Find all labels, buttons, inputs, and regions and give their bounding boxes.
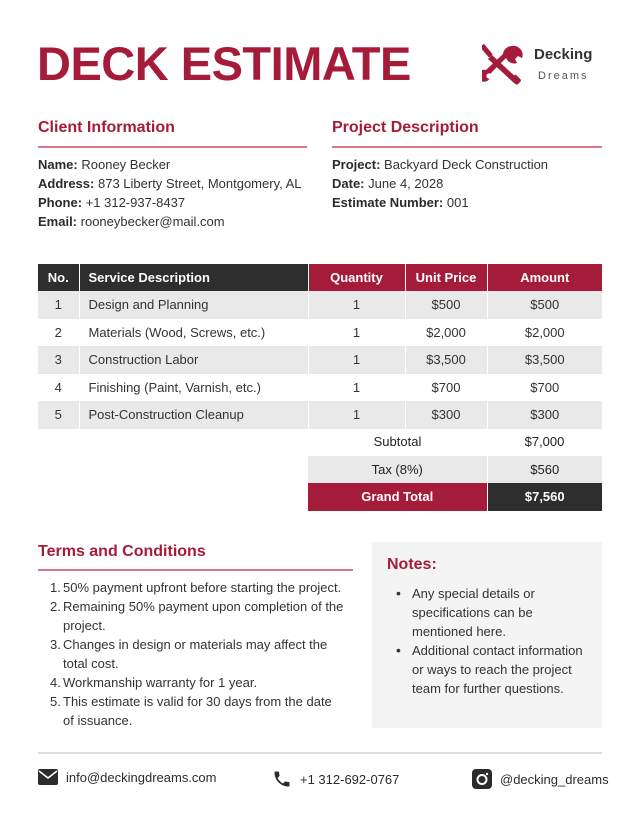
cell-description: Post-Construction Cleanup [79, 401, 308, 429]
envelope-icon [38, 769, 58, 785]
cell-amount: $2,000 [487, 319, 602, 347]
tax-label: Tax (8%) [308, 456, 487, 484]
table-row [38, 319, 602, 347]
notes-heading: Notes: [387, 556, 437, 573]
estimate-number-row [332, 193, 607, 212]
subtotal-label: Subtotal [373, 434, 422, 450]
totals-table [308, 428, 602, 511]
cell-amount: $3,500 [487, 346, 602, 374]
terms-item-number: 2. [50, 599, 61, 614]
notes-item [396, 584, 596, 641]
cell-description: Construction Labor [79, 346, 308, 374]
terms-item-number: 3. [50, 637, 61, 652]
table-row [38, 401, 602, 429]
client-phone-label: Phone: [38, 195, 83, 210]
grand-total-label: Grand Total [308, 483, 487, 511]
project-description-divider [332, 146, 602, 148]
cell-unit-price: $700 [405, 374, 487, 402]
terms-divider [38, 569, 353, 571]
phone-icon [272, 769, 292, 789]
client-name-value: Rooney Becker [81, 157, 171, 172]
cell-unit-price: $3,500 [405, 346, 487, 374]
terms-item-text: This estimate is valid for 30 days from the date of issuance. [63, 694, 332, 728]
table-row [38, 346, 602, 374]
terms-item [50, 692, 345, 730]
tools-wrench-screwdriver-icon [482, 43, 526, 85]
cell-quantity: 1 [308, 319, 405, 347]
client-email-label: Email: [38, 214, 78, 229]
logo-brand-name: Decking [534, 46, 593, 63]
bullet-icon: • [396, 642, 401, 658]
col-header-quantity: Quantity [308, 264, 405, 291]
notes-item-text: Any special details or specifications can be mentioned here. [412, 586, 535, 639]
footer-phone[interactable] [272, 769, 399, 789]
terms-item-text: 50% payment upfront before starting the project. [63, 580, 342, 595]
cell-no: 4 [38, 374, 79, 402]
project-name-value: Backyard Deck Construction [384, 157, 549, 172]
instagram-icon [472, 769, 492, 789]
cell-quantity: 1 [308, 291, 405, 319]
notes-panel [372, 542, 602, 728]
grand-total-value: $7,560 [487, 483, 602, 511]
client-info-heading: Client Information [38, 119, 175, 136]
tax-value: $560 [487, 456, 602, 484]
cell-amount: $700 [487, 374, 602, 402]
subtotal-value: $7,000 [524, 434, 565, 450]
cell-description: Finishing (Paint, Varnish, etc.) [79, 374, 308, 402]
client-address-row [38, 174, 318, 193]
terms-heading: Terms and Conditions [38, 543, 206, 560]
subtotal-row [308, 428, 602, 456]
client-email-row [38, 212, 318, 231]
client-name-label: Name: [38, 157, 78, 172]
cell-no: 3 [38, 346, 79, 374]
cell-no: 5 [38, 401, 79, 429]
terms-item-text: Workmanship warranty for 1 year. [63, 675, 258, 690]
footer-email[interactable] [38, 769, 216, 785]
client-info-divider [38, 146, 307, 148]
client-address-label: Address: [38, 176, 95, 191]
line-items-table [38, 264, 602, 429]
terms-item [50, 578, 345, 597]
client-name-row [38, 155, 318, 174]
terms-item [50, 597, 345, 635]
terms-item [50, 673, 345, 692]
project-date-label: Date: [332, 176, 365, 191]
table-row [38, 291, 602, 319]
estimate-number-label: Estimate Number: [332, 195, 444, 210]
project-date-value: June 4, 2028 [368, 176, 444, 191]
cell-quantity: 1 [308, 346, 405, 374]
terms-item-number: 4. [50, 675, 61, 690]
table-row [38, 374, 602, 402]
client-email-value: rooneybecker@mail.com [80, 214, 225, 229]
grand-total-row [308, 483, 602, 511]
terms-item-text: Remaining 50% payment upon completion of the project. [63, 599, 344, 633]
tax-row [308, 456, 602, 484]
col-header-no: No. [38, 264, 79, 291]
client-phone-value: +1 312-937-8437 [85, 195, 186, 210]
project-date-row [332, 174, 607, 193]
cell-amount: $500 [487, 291, 602, 319]
document-title: DECK ESTIMATE [37, 37, 411, 90]
logo-subtitle: Dreams [538, 70, 589, 82]
project-info-block [332, 155, 607, 212]
client-info-block [38, 155, 318, 231]
terms-item-number: 5. [50, 694, 61, 709]
company-logo [482, 43, 607, 87]
cell-unit-price: $300 [405, 401, 487, 429]
cell-description: Materials (Wood, Screws, etc.) [79, 319, 308, 347]
footer-social[interactable] [472, 769, 609, 789]
footer-social-text[interactable]: @decking_dreams [500, 771, 609, 787]
footer-phone-text[interactable]: +1 312-692-0767 [300, 771, 400, 787]
cell-quantity: 1 [308, 401, 405, 429]
notes-item [396, 641, 596, 698]
cell-quantity: 1 [308, 374, 405, 402]
notes-list [396, 584, 596, 698]
cell-description: Design and Planning [79, 291, 308, 319]
col-header-service: Service Description [79, 264, 308, 291]
cell-amount: $300 [487, 401, 602, 429]
cell-no: 1 [38, 291, 79, 319]
client-address-value: 873 Liberty Street, Montgomery, AL [97, 176, 302, 191]
cell-unit-price: $500 [405, 291, 487, 319]
bullet-icon: • [396, 585, 401, 601]
project-name-label: Project: [332, 157, 381, 172]
table-header-row [38, 264, 602, 291]
project-name-row [332, 155, 607, 174]
col-header-amount: Amount [487, 264, 602, 291]
client-phone-row [38, 193, 318, 212]
terms-item [50, 635, 345, 673]
notes-item-text: Additional contact information or ways to reach the project team for further questions. [412, 643, 583, 696]
col-header-unit-price: Unit Price [405, 264, 487, 291]
estimate-number-value: 001 [446, 195, 469, 210]
terms-list [50, 578, 345, 730]
terms-item-text: Changes in design or materials may affect the total cost. [63, 637, 328, 671]
project-description-heading: Project Description [332, 119, 479, 136]
footer-divider [38, 752, 602, 754]
footer-email-text[interactable]: info@deckingdreams.com [66, 769, 217, 785]
cell-unit-price: $2,000 [405, 319, 487, 347]
cell-no: 2 [38, 319, 79, 347]
terms-item-number: 1. [50, 580, 61, 595]
